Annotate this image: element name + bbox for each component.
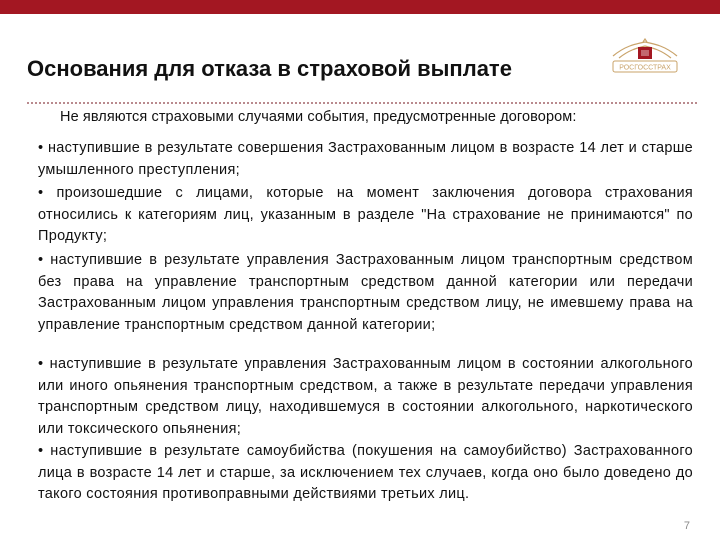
top-accent-bar [0,0,720,14]
slide-title: Основания для отказа в страховой выплате [27,56,512,81]
intro-text: Не являются страховыми случаями события, предусмотренные договором: [60,109,577,125]
company-logo [607,38,683,80]
page-number: 7 [683,520,690,532]
list-item: • наступившие в результате самоубийства (покушения на самоубийство) Застрахованного лица в возрасте 14 лет и старше, за исключением тех случаев, когда оно было доведено до такого состояния противоправными действиями третьих лиц. [38,443,693,502]
list-item: • наступившие в результате управления Застрахованным лицом транспортным средством без права на управление транспортным средством данной категории или передачи Застрахованным лицом управления транспортным средством лицу, не имевшему права на управление транспортным средством данной категории; [38,252,693,333]
logo-text: РОСГОССТРАХ [619,64,671,72]
list-item: • наступившие в результате совершения Застрахованным лицом в возрасте 14 лет и старше умышленного преступления; [38,140,693,178]
title-divider [27,102,697,104]
list-item: • произошедшие с лицами, которые на момент заключения договора страхования относились к категориям лиц, указанным в разделе "На страхование не принимаются" по Продукту; [38,185,693,244]
list-item: • наступившие в результате управления Застрахованным лицом в состоянии алкогольного или иного опьянения транспортным средством, а также в результате передачи управления транспортным средством лицу, находившемуся в состоянии алкогольного, наркотического или токсического опьянения; [38,356,693,437]
